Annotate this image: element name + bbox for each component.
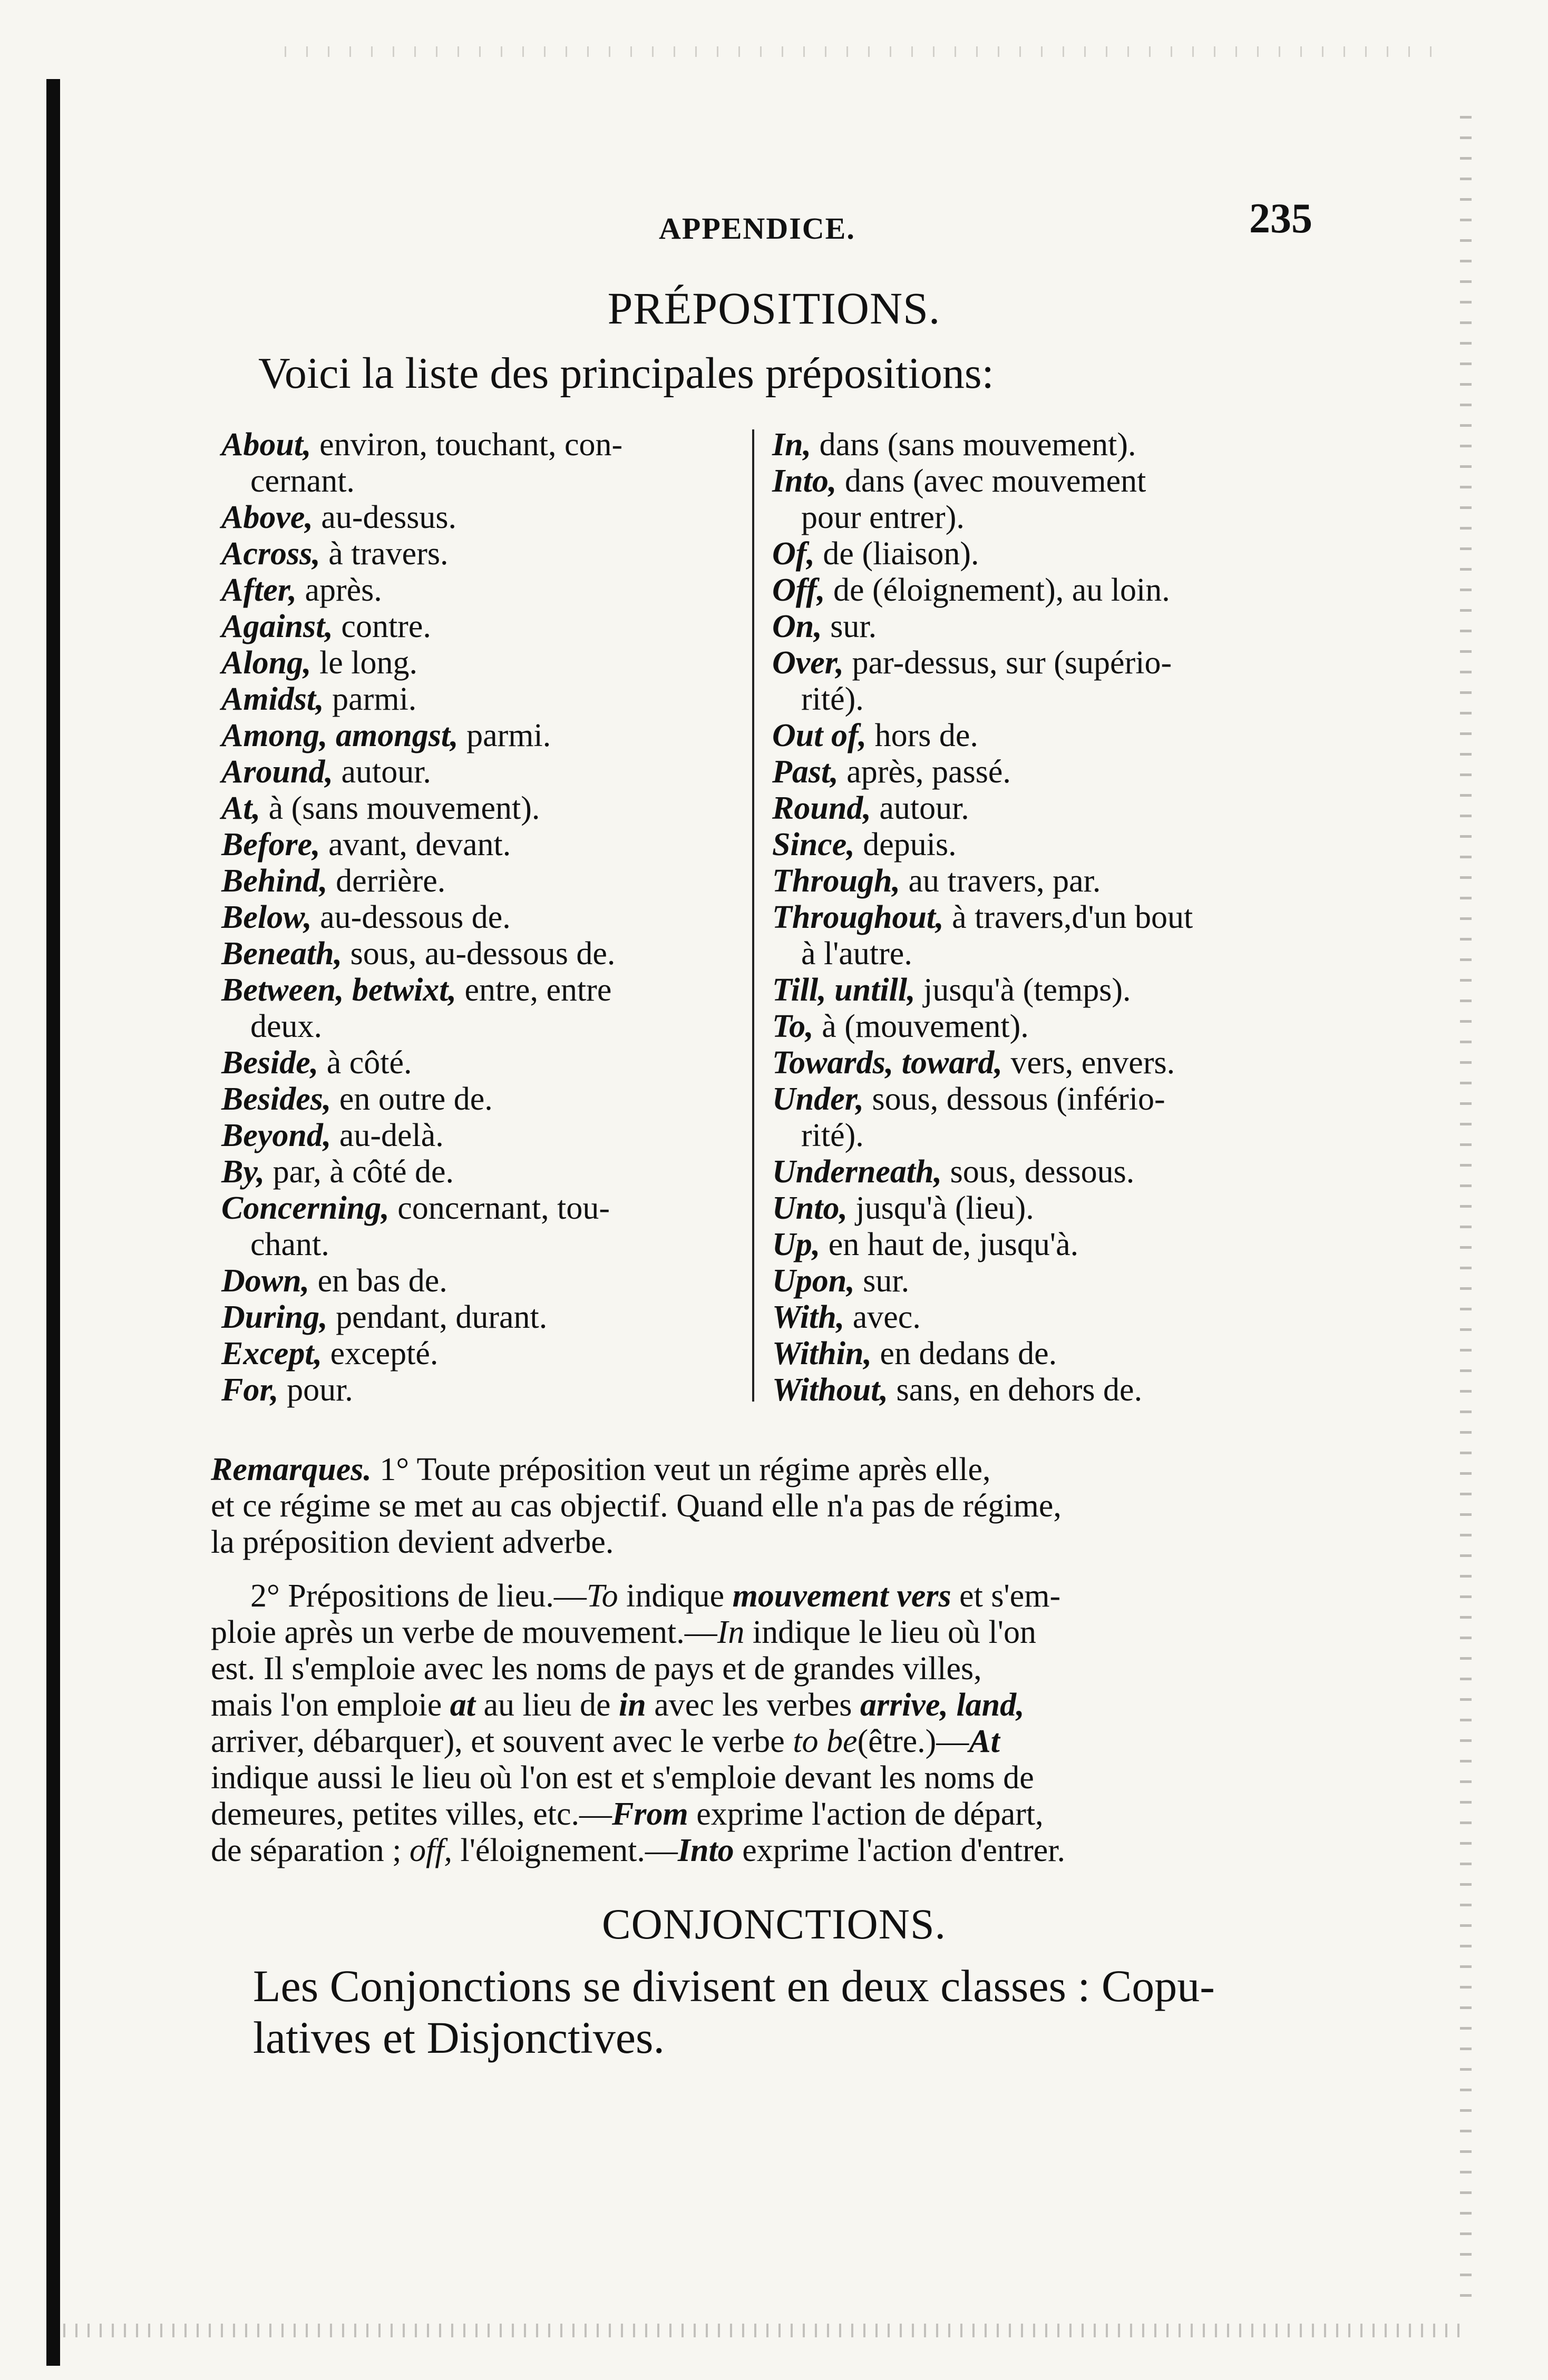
preposition-gloss: le long. <box>311 645 418 681</box>
preposition-gloss: à côté. <box>318 1045 412 1081</box>
preposition-gloss: à (mouvement). <box>813 1008 1029 1044</box>
preposition-term: Till, untill, <box>772 972 916 1008</box>
preposition-entry <box>772 1263 1320 1299</box>
preposition-entry <box>221 609 738 645</box>
preposition-entry <box>221 790 738 827</box>
preposition-gloss: sans, en dehors de. <box>888 1372 1143 1408</box>
preposition-entry <box>772 572 1320 609</box>
preposition-term: For, <box>221 1372 279 1408</box>
preposition-term: Past, <box>772 754 839 790</box>
preposition-entry <box>772 790 1320 827</box>
preposition-continuation: pour entrer). <box>801 499 965 535</box>
preposition-continuation: cernant. <box>250 463 355 499</box>
p2-text: exprime l'action de départ, <box>688 1796 1044 1832</box>
p2-italic: in <box>618 1687 646 1723</box>
preposition-term: Up, <box>772 1227 821 1262</box>
preposition-term: Since, <box>772 827 855 863</box>
edge-speckle-right <box>1460 116 1472 2303</box>
preposition-entry <box>221 427 738 463</box>
preposition-term: Into, <box>772 463 837 499</box>
preposition-gloss: hors de. <box>867 718 978 753</box>
preposition-entry <box>772 1190 1320 1227</box>
p2-italic: To <box>586 1578 618 1614</box>
conjunctions-line1: Les Conjonctions se divisent en deux classes : Copu- <box>253 1961 1215 2011</box>
p2-italic: From <box>611 1796 688 1832</box>
preposition-gloss: en outre de. <box>331 1081 493 1117</box>
prepositions-right-column <box>772 427 1320 1408</box>
preposition-term: Round, <box>772 790 871 826</box>
preposition-entry <box>772 463 1320 499</box>
p2-line3: est. Il s'emploie avec les noms de pays et de grandes villes, <box>211 1651 982 1687</box>
preposition-gloss: dans (sans mouvement). <box>811 427 1136 463</box>
preposition-term: With, <box>772 1299 845 1335</box>
preposition-term: To, <box>772 1008 814 1044</box>
preposition-gloss: à (sans mouvement). <box>260 790 540 826</box>
preposition-entry <box>772 1081 1320 1118</box>
preposition-gloss: concernant, tou- <box>389 1190 610 1226</box>
preposition-entry <box>772 899 1320 936</box>
p2-text: et s'em- <box>951 1578 1061 1614</box>
preposition-gloss: par, à côté de. <box>265 1154 454 1190</box>
preposition-entry <box>221 899 738 936</box>
preposition-term: About, <box>221 427 311 463</box>
p2-text: au lieu de <box>475 1687 619 1723</box>
remarks-paragraph-2 <box>211 1578 1065 1869</box>
p2-text: exprime l'action d'entrer. <box>734 1833 1066 1868</box>
binding-edge <box>46 79 60 2366</box>
preposition-gloss: parmi. <box>324 681 417 717</box>
preposition-gloss: à travers,d'un bout <box>943 899 1193 935</box>
preposition-entry <box>221 499 738 536</box>
p2-italic: off, <box>410 1833 452 1868</box>
conjunctions-text <box>253 1960 1215 2063</box>
preposition-term: Towards, toward, <box>772 1045 1002 1081</box>
p2-text: avec les verbes <box>646 1687 860 1723</box>
preposition-term: Down, <box>221 1263 310 1299</box>
preposition-gloss: autour. <box>871 790 969 826</box>
preposition-gloss: derrière. <box>327 863 446 899</box>
p2-italic: Into <box>677 1833 734 1868</box>
preposition-entry <box>221 1081 738 1118</box>
preposition-entry <box>221 827 738 863</box>
preposition-entry <box>221 1045 738 1081</box>
preposition-entry <box>772 536 1320 572</box>
preposition-continuation: à l'autre. <box>801 936 912 972</box>
p2-text: indique le lieu où l'on <box>744 1614 1036 1650</box>
preposition-continuation: chant. <box>250 1227 329 1262</box>
remarks-label: Remarques. <box>211 1452 372 1487</box>
preposition-entry <box>221 681 738 718</box>
preposition-term: Beside, <box>221 1045 319 1081</box>
preposition-entry <box>221 863 738 899</box>
preposition-gloss: en bas de. <box>309 1263 447 1299</box>
p2-text: arriver, débarquer), et souvent avec le verbe <box>211 1723 793 1759</box>
preposition-entry <box>221 1372 738 1408</box>
preposition-gloss: au-dessous de. <box>311 899 511 935</box>
preposition-term: Off, <box>772 572 825 608</box>
p2-italic: at <box>450 1687 475 1723</box>
preposition-entry <box>772 1372 1320 1408</box>
remarks-p1-line3: la préposition devient adverbe. <box>211 1524 614 1560</box>
p2-italic: arrive, land, <box>860 1687 1025 1723</box>
preposition-term: Among, amongst, <box>221 718 459 753</box>
column-divider <box>752 429 754 1402</box>
prepositions-intro: Voici la liste des principales prépositions: <box>258 349 994 398</box>
preposition-gloss: avant, devant. <box>320 827 511 863</box>
preposition-gloss: en haut de, jusqu'à. <box>820 1227 1079 1262</box>
preposition-term: Without, <box>772 1372 888 1408</box>
p2-text: l'éloignement.— <box>452 1833 678 1868</box>
p2-italic: In <box>717 1614 745 1650</box>
preposition-gloss: pendant, durant. <box>327 1299 548 1335</box>
preposition-entry <box>221 936 738 972</box>
page-number: 235 <box>1249 195 1312 242</box>
remarks-paragraph-1 <box>211 1452 1062 1561</box>
preposition-gloss: dans (avec mouvement <box>836 463 1146 499</box>
preposition-gloss: sur. <box>822 609 877 644</box>
p2-italic: to be <box>793 1723 858 1759</box>
preposition-entry <box>221 1190 738 1227</box>
preposition-term: Concerning, <box>221 1190 390 1226</box>
preposition-gloss: par-dessus, sur (supério- <box>844 645 1172 681</box>
conjunctions-title: CONJONCTIONS. <box>601 1900 947 1948</box>
preposition-term: Except, <box>221 1336 323 1372</box>
edge-speckle-top <box>285 46 1444 57</box>
prepositions-left-column <box>221 427 738 1408</box>
p2-text: ploie après un verbe de mouvement.— <box>211 1614 717 1650</box>
preposition-gloss: sous, dessous (infério- <box>863 1081 1165 1117</box>
preposition-gloss: excepté. <box>322 1336 439 1372</box>
preposition-term: Upon, <box>772 1263 855 1299</box>
preposition-entry <box>772 863 1320 899</box>
preposition-entry <box>772 609 1320 645</box>
preposition-entry <box>221 1154 738 1190</box>
preposition-term: After, <box>221 572 297 608</box>
preposition-entry <box>772 1336 1320 1372</box>
preposition-term: Besides, <box>221 1081 332 1117</box>
p2-text: 2° Prépositions de lieu.— <box>250 1578 587 1614</box>
preposition-term: During, <box>221 1299 328 1335</box>
preposition-term: On, <box>772 609 822 644</box>
preposition-term: Above, <box>221 499 313 535</box>
preposition-gloss: au-delà. <box>331 1118 444 1153</box>
preposition-gloss: contre. <box>333 609 431 644</box>
preposition-entry <box>221 572 738 609</box>
preposition-gloss: après. <box>296 572 382 608</box>
preposition-gloss: autour. <box>333 754 431 790</box>
preposition-continuation: deux. <box>250 1008 323 1044</box>
preposition-gloss: environ, touchant, con- <box>311 427 623 463</box>
preposition-entry <box>772 1299 1320 1336</box>
preposition-gloss: de (éloignement), au loin. <box>825 572 1170 608</box>
preposition-term: Of, <box>772 536 815 572</box>
preposition-entry <box>221 1263 738 1299</box>
p2-italic: At <box>969 1723 1000 1759</box>
edge-speckle-bottom <box>63 2324 1465 2337</box>
preposition-entry <box>772 645 1320 681</box>
preposition-term: Unto, <box>772 1190 848 1226</box>
preposition-gloss: au-dessus. <box>313 499 456 535</box>
preposition-gloss: à travers. <box>320 536 449 572</box>
preposition-entry <box>221 1299 738 1336</box>
preposition-term: In, <box>772 427 812 463</box>
remarks-p1-line1: 1° Toute préposition veut un régime après elle, <box>371 1452 991 1487</box>
p2-text: mais l'on emploie <box>211 1687 450 1723</box>
remarks-p1-line2: et ce régime se met au cas objectif. Quand elle n'a pas de régime, <box>211 1488 1062 1524</box>
preposition-gloss: sous, au-dessous de. <box>342 936 616 972</box>
preposition-gloss: au travers, par. <box>900 863 1101 899</box>
preposition-entry <box>221 754 738 790</box>
preposition-entry <box>772 1227 1320 1263</box>
p2-text: indique <box>618 1578 733 1614</box>
preposition-term: Beneath, <box>221 936 343 972</box>
preposition-gloss: de (liaison). <box>814 536 979 572</box>
preposition-entry <box>221 645 738 681</box>
preposition-term: Beyond, <box>221 1118 332 1153</box>
preposition-term: Around, <box>221 754 333 790</box>
preposition-gloss: parmi. <box>458 718 551 753</box>
preposition-term: At, <box>221 790 261 826</box>
preposition-entry <box>772 718 1320 754</box>
preposition-term: Amidst, <box>221 681 324 717</box>
preposition-entry <box>772 972 1320 1008</box>
preposition-entry <box>221 1336 738 1372</box>
preposition-term: Over, <box>772 645 844 681</box>
running-head: APPENDICE. <box>659 211 855 246</box>
preposition-term: Before, <box>221 827 320 863</box>
preposition-entry <box>221 536 738 572</box>
preposition-entry <box>221 718 738 754</box>
preposition-gloss: pour. <box>278 1372 353 1408</box>
preposition-entry <box>772 1045 1320 1081</box>
preposition-gloss: sur. <box>854 1263 910 1299</box>
preposition-entry <box>772 754 1320 790</box>
preposition-term: Behind, <box>221 863 328 899</box>
p2-text: demeures, petites villes, etc.— <box>211 1796 612 1832</box>
preposition-entry <box>772 827 1320 863</box>
p2-text: (être.)— <box>857 1723 969 1759</box>
preposition-gloss: après, passé. <box>838 754 1011 790</box>
preposition-term: Across, <box>221 536 320 572</box>
preposition-entry <box>772 427 1320 463</box>
preposition-entry <box>772 1008 1320 1045</box>
preposition-term: Throughout, <box>772 899 944 935</box>
preposition-term: Against, <box>221 609 333 644</box>
preposition-continuation: rité). <box>801 681 864 717</box>
prepositions-title: PRÉPOSITIONS. <box>607 283 941 334</box>
preposition-entry <box>221 1118 738 1154</box>
p2-line6: indique aussi le lieu où l'on est et s'emploie devant les noms de <box>211 1760 1034 1796</box>
preposition-term: By, <box>221 1154 265 1190</box>
preposition-term: Out of, <box>772 718 867 753</box>
preposition-entry <box>221 972 738 1008</box>
preposition-gloss: jusqu'à (lieu). <box>847 1190 1034 1226</box>
preposition-continuation: rité). <box>801 1118 864 1153</box>
preposition-term: Within, <box>772 1336 872 1372</box>
preposition-gloss: sous, dessous. <box>942 1154 1135 1190</box>
preposition-gloss: vers, envers. <box>1002 1045 1175 1081</box>
preposition-term: Along, <box>221 645 311 681</box>
preposition-gloss: depuis. <box>854 827 957 863</box>
preposition-gloss: entre, entre <box>456 972 612 1008</box>
preposition-term: Between, betwixt, <box>221 972 457 1008</box>
preposition-gloss: en dedans de. <box>871 1336 1057 1372</box>
preposition-entry <box>772 1154 1320 1190</box>
conjunctions-line2: latives et Disjonctives. <box>253 2012 665 2063</box>
preposition-gloss: avec. <box>844 1299 921 1335</box>
p2-italic: mouvement vers <box>732 1578 951 1614</box>
preposition-term: Through, <box>772 863 900 899</box>
preposition-term: Below, <box>221 899 312 935</box>
preposition-term: Underneath, <box>772 1154 942 1190</box>
p2-text: de séparation ; <box>211 1833 410 1868</box>
preposition-term: Under, <box>772 1081 864 1117</box>
preposition-gloss: jusqu'à (temps). <box>915 972 1131 1008</box>
